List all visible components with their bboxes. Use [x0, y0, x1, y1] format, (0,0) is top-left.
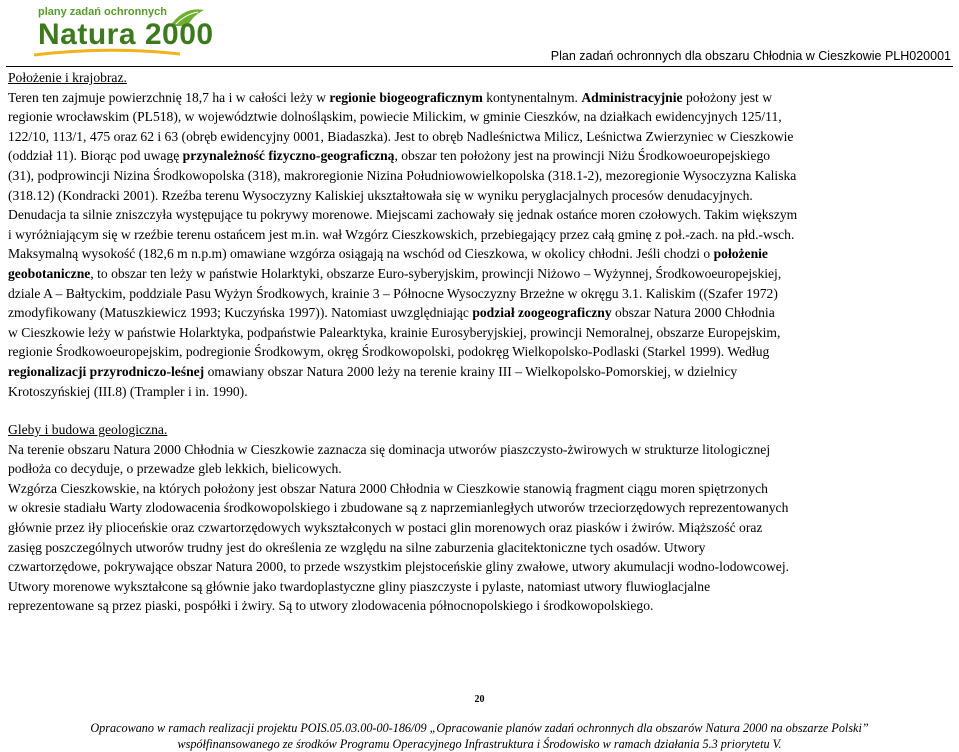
section-heading: Położenie i krajobraz.: [8, 70, 127, 85]
bold-term: regionie biogeograficznym: [329, 89, 483, 105]
text-run: regionie wrocławskim (PL518), w województwie dolnośląskim, powiecie Milickim, w gminie Cieszków, na działkach ewidencyjnych 125/11,: [8, 109, 782, 125]
text-run: Wzgórza Cieszkowskie, na których położony jest obszar Natura 2000 Chłodnia w Cieszkowie stanowią fragment ciągu moren spiętrzonych: [8, 480, 768, 496]
section-heading: Gleby i budowa geologiczna.: [8, 422, 168, 438]
text-run: 122/10, 113/1, 475 oraz 62 i 63 (obręb ewidencyjny 0001, Biadaszka). Jest to obręb Nadleśnictwa Milicz, Leśnictwa Zwierzyniec w Cieszkowie: [8, 128, 794, 144]
natura-2000-logo: [28, 4, 218, 60]
paragraph-line: [8, 596, 950, 616]
text-run: i wyróżniającym się w rzeźbie terenu ostańcem jest m.in. wał Wzgórz Cieszkowskich, przebiegający przez całą gminę z poł.-zach. na płd.-wsch.: [8, 226, 795, 242]
paragraph-line: [8, 303, 950, 323]
bold-term: położenie: [713, 246, 768, 262]
text-run: , to obszar ten leży w państwie Holarktyki, obszarze Euro-syberyjskim, prowincji Niżowo – Wyżynnej, Środkowoeuropejskiej,: [90, 265, 782, 281]
footer-line-1: Opracowano w ramach realizacji projektu POIS.05.03.00-00-186/09 „Opracowanie planów zadań ochronnych dla obszarów Natura 2000 na obszarze Polski”: [90, 721, 869, 735]
text-run: Na terenie obszaru Natura 2000 Chłodnia w Cieszkowie zaznacza się dominacja utworów piaszczysto-żwirowych w strukturze litologicznej: [8, 441, 771, 457]
text-run: kontynentalnym.: [482, 89, 582, 105]
text-run: Denudacja ta silnie zniszczyła występujące tu pokrywy morenowe. Miejscami zachowały się jednak ostańce moren czołowych. Takim większym: [8, 207, 798, 223]
paragraph-line: [8, 284, 950, 304]
footer-line-2: współfinansowanego ze środków Programu Operacyjnego Infrastruktura i Środowisko w ramach działania 5.3 priorytetu V.: [177, 737, 782, 751]
paragraph-line: [8, 244, 950, 264]
text-run: Utwory morenowe wykształcone są głównie jako twardoplastyczne gliny piaszczyste i pylaste, natomiast utwory fluwioglacjalne: [8, 578, 711, 594]
text-run: w okresie stadiału Warty zlodowacenia środkowopolskiego i zbudowane są z naprzemianległych utworów trzeciorzędowych reprezentowanych: [8, 500, 789, 516]
text-run: czwartorzędowe, pokrywające obszar Natura 2000, to przede wszystkim plejstoceńskie gliny zwałowe, utwory akumulacji wodno-lodowcowej.: [8, 559, 790, 575]
text-run: zasięg poszczególnych utworów trudny jest do określenia ze względu na silne zaburzenia glacitektoniczne tych osadów. Utwory: [8, 539, 706, 555]
text-run: , obszar ten położony jest na prowincji Niżu Środkowoeuropejskiego: [394, 148, 771, 164]
paragraph-line: [8, 538, 950, 558]
paragraph-line: [8, 127, 950, 147]
text-run: w Cieszkowie leży w państwie Holarktyka, podpaństwie Palearktyka, krainie Eurosyberyjskiej, prowincji Nemoralnej, obszarze Europejskim,: [8, 324, 781, 340]
page-footer: [0, 720, 959, 752]
text-run: głównie przez iły plioceńskie oraz czwartorzędowych wykształconych w postaci glin morenowych oraz piasków i żwirów. Miąższość oraz: [8, 520, 763, 536]
text-run: (oddział 11). Biorąc pod uwagę: [8, 148, 183, 164]
text-run: obszar Natura 2000 Chłodnia: [611, 305, 775, 321]
text-run: Maksymalną wysokość (182,6 m n.p.m) omawiane wzgórza osiągają na wschód od Cieszkowa, w okolicy chłodni. Jeśli chodzi o: [8, 246, 714, 262]
document-header-title: Plan zadań ochronnych dla obszaru Chłodnia w Cieszkowie PLH020001: [550, 49, 951, 63]
text-run: (318.12) (Kondracki 2001). Rzeźba terenu Wysoczyzny Kaliskiej ukształtowała się w wyniku peryglacjalnych procesów denudacyjnych.: [8, 187, 753, 203]
bold-term: podział zoogeograficzny: [472, 305, 612, 321]
paragraph-line: [8, 518, 950, 538]
page-header: [0, 0, 959, 68]
bold-term: Administracyjnie: [581, 89, 683, 105]
paragraph-line: [8, 440, 950, 460]
paragraph-line: [8, 382, 950, 402]
text-run: Teren ten zajmuje powierzchnię 18,7 ha i w całości leży w: [8, 89, 330, 105]
paragraph-line: [8, 225, 950, 245]
paragraph-line: [8, 107, 950, 127]
page-number: 20: [474, 694, 485, 705]
paragraph-line: [8, 146, 950, 166]
text-run: położony jest w: [682, 89, 773, 105]
text-run: regionie Środkowoeuropejskim, podregionie Środkowym, okręg Środkowopolski, podokręg Wielkopolsko-Podlaski (Starkel 1999). Według: [8, 344, 770, 360]
logo-swoosh-icon: [32, 48, 182, 58]
logo-wordmark: Natura 2000: [38, 18, 214, 51]
text-run: reprezentowane są przez piaski, pospółki i żwiry. Są to utwory zlodowacenia północnopolskiego i środkowopolskiego.: [8, 598, 654, 614]
text-run: podłoża co decyduje, o przewadze gleb lekkich, bielicowych.: [8, 461, 342, 477]
section-gap: [8, 401, 950, 420]
header-divider: [6, 66, 953, 67]
text-run: Krotoszyńskiej (III.8) (Trampler i in. 1990).: [8, 383, 248, 399]
paragraph-line: [8, 166, 950, 186]
paragraph-line: [8, 88, 950, 108]
document-body: [8, 68, 950, 616]
paragraph-line: [8, 479, 950, 499]
paragraph-line: [8, 186, 950, 206]
text-run: zmodyfikowany (Matuszkiewicz 1993; Kuczyńska 1997)). Natomiast uwzględniając: [8, 305, 473, 321]
text-run: (31), podprowincji Nizina Środkowopolska (318), makroregionie Nizina Południowowielkopolska (318.1-2), mezoregionie Wysoczyzna Kaliska: [8, 167, 797, 183]
paragraph-line: [8, 577, 950, 597]
logo-tagline: plany zadań ochronnych: [38, 6, 167, 18]
bold-term: geobotaniczne: [8, 265, 91, 281]
paragraph-line: [8, 342, 950, 362]
text-run: dziale A – Bałtyckim, poddziale Pasu Wyżyn Środkowych, krainie 3 – Północne Wysoczyzny Brzeżne w okręgu 3.1. Kaliskim ((Szafer 1972): [8, 285, 778, 301]
paragraph-line: [8, 323, 950, 343]
paragraph-line: [8, 264, 950, 284]
paragraph-line: [8, 205, 950, 225]
paragraph-line: [8, 459, 950, 479]
paragraph-line: [8, 362, 950, 382]
paragraph-line: [8, 557, 950, 577]
bold-term: regionalizacji przyrodniczo-leśnej: [8, 363, 205, 379]
text-run: omawiany obszar Natura 2000 leży na terenie krainy III – Wielkopolsko-Pomorskiej, w dzielnicy: [204, 363, 738, 379]
paragraph-line: [8, 498, 950, 518]
bold-term: przynależność fizyczno-geograficzną: [182, 148, 395, 164]
